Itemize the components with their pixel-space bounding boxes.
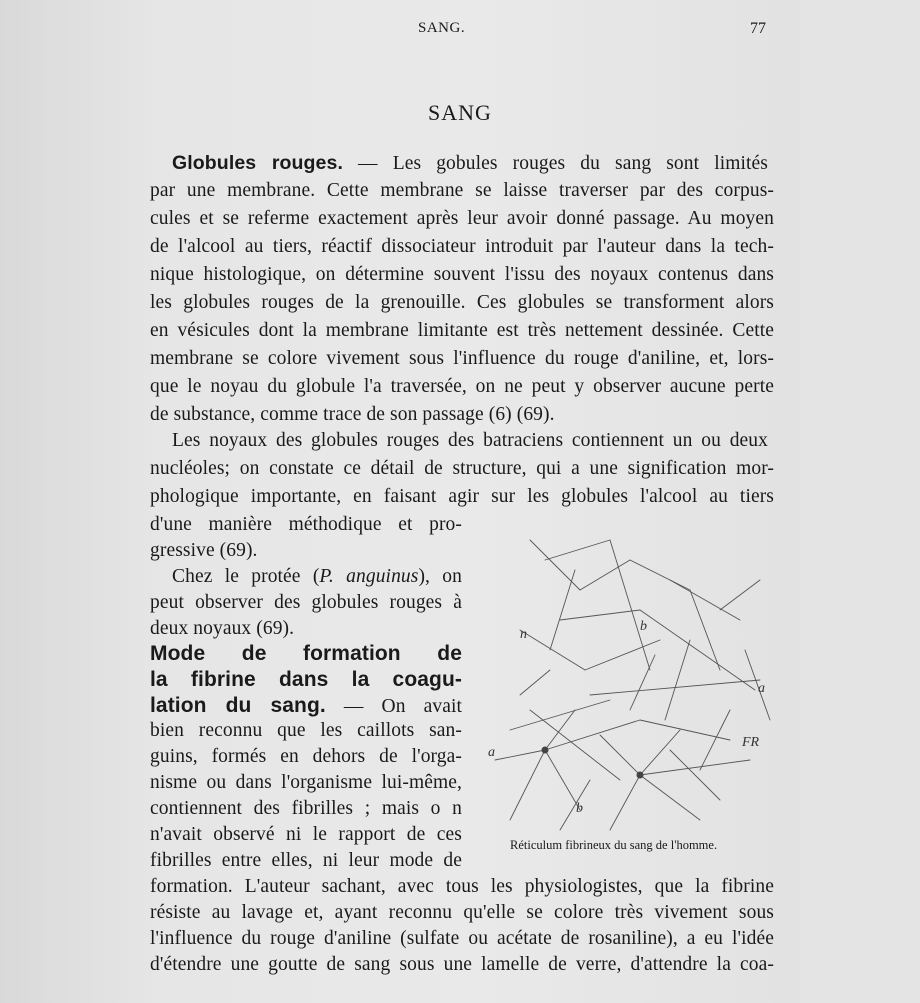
page-header [0, 20, 800, 44]
text-line: gressive (69). [150, 540, 258, 561]
text-line: fibrilles entre elles, ni leur mode de [150, 850, 462, 871]
text-line: en vésicules dont la membrane limitante est très nettement dessinée. Cette [150, 320, 774, 341]
text-line: contiennent des fibrilles ; mais o n [150, 798, 462, 819]
text-line: lation du sang. — On avait [150, 694, 463, 717]
text-line: résiste au lavage et, ayant reconnu qu'elle se colore très vivement sous [150, 902, 774, 923]
text-line: par une membrane. Cette membrane se laisse traverser par des corpus- [150, 180, 774, 201]
subsection-heading: Globules rouges. [172, 152, 343, 174]
text-line: que le noyau du globule l'a traversée, on ne peut y observer aucune perte [150, 376, 774, 397]
figure-label: b [576, 801, 583, 816]
text-line: d'une manière méthodique et pro- [150, 514, 462, 535]
text-line: d'étendre une goutte de sang sous une lamelle de verre, d'attendre la coa- [150, 954, 774, 975]
text-line: Chez le protée (P. anguinus), on [172, 566, 462, 587]
text-line: cules et se referme exactement après leur avoir donné passage. Au moyen [150, 208, 774, 229]
text-line: nucléoles; on constate ce détail de structure, qui a une signification mor- [150, 458, 774, 479]
text-line: peut observer des globules rouges à [150, 592, 462, 613]
text-line: membrane se colore vivement sous l'influence du rouge d'aniline, et, lors- [150, 348, 774, 369]
text-line: nisme ou dans l'organisme lui-même, [150, 772, 462, 793]
text-line: l'influence du rouge d'aniline (sulfate ou acétate de rosaniline), a eu l'idée [150, 928, 774, 949]
text-line: n'avait observé ni le rapport de ces [150, 824, 462, 845]
figure-label: n [520, 627, 527, 642]
subsection-heading: la fibrine dans la coagu- [150, 668, 462, 691]
fibrin-network-drawing [490, 520, 780, 838]
text-line: bien reconnu que les caillots san- [150, 720, 462, 741]
page-number: 77 [750, 20, 766, 37]
text-line: les globules rouges de la grenouille. Ces globules se transforment alors [150, 292, 774, 313]
subsection-heading: Mode de formation de [150, 642, 462, 665]
figure-label: a [758, 681, 765, 696]
text-line: de l'alcool au tiers, réactif dissociateur introduit par l'auteur dans la tech- [150, 236, 774, 257]
section-title: SANG [428, 100, 492, 125]
text-line: nique histologique, on détermine souvent l'issu des noyaux contenus dans [150, 264, 774, 285]
text-line: de substance, comme trace de son passage (6) (69). [150, 404, 555, 425]
text-line: deux noyaux (69). [150, 618, 295, 639]
figure-caption: Réticulum fibrineux du sang de l'homme. [510, 838, 718, 852]
figure-label: a [488, 745, 495, 760]
text-line: Globules rouges. — Les gobules rouges du sang sont limités [172, 152, 768, 174]
text-line: guins, formés en dehors de l'orga- [150, 746, 462, 767]
text-line: formation. L'auteur sachant, avec tous les physiologistes, que la fibrine [150, 876, 774, 897]
figure-label: b [640, 619, 647, 634]
fibrin-network-figure [490, 520, 780, 838]
text-line: phologique importante, en faisant agir sur les globules l'alcool au tiers [150, 486, 774, 507]
running-title: SANG. [418, 20, 466, 36]
figure-label: FR [742, 735, 760, 750]
text-line: Les noyaux des globules rouges des batraciens contiennent un ou deux [172, 430, 768, 451]
